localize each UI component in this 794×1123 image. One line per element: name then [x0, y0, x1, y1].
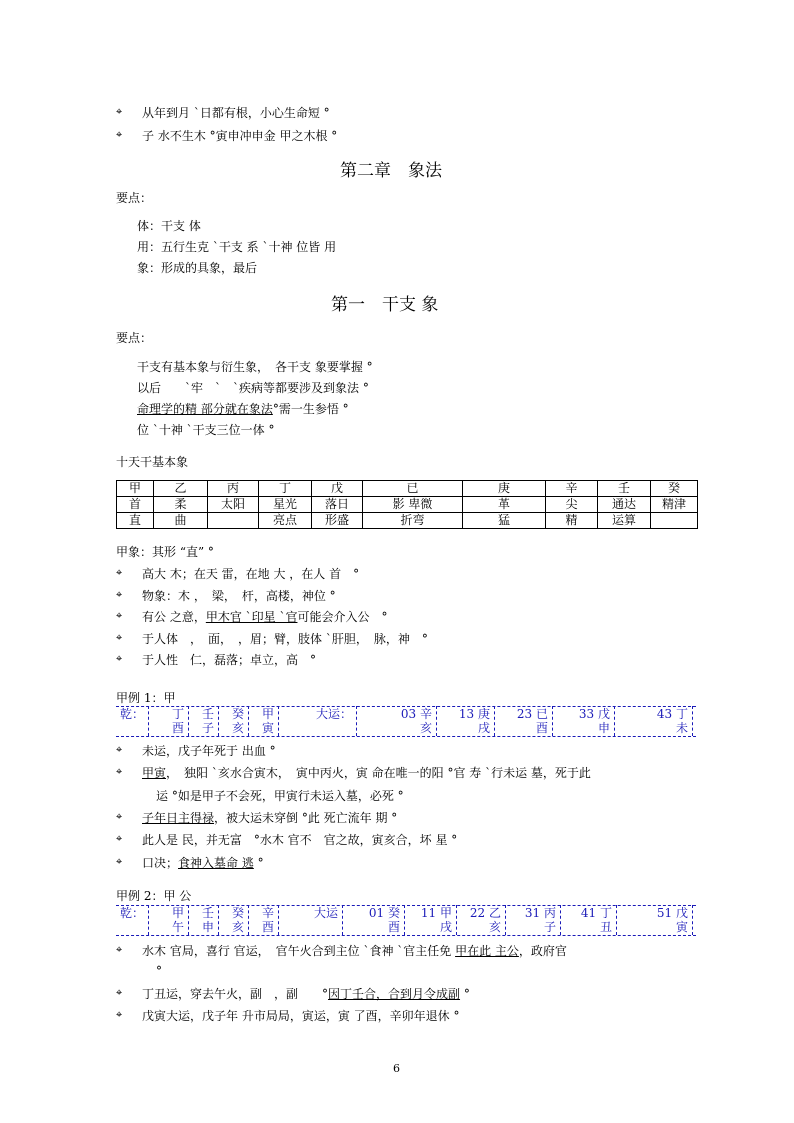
example2-chart	[116, 905, 696, 934]
chart-cell: 甲	[261, 707, 274, 721]
bullet-text	[142, 942, 567, 959]
underlined-text: 因丁壬合，合到月令成副	[328, 987, 461, 1001]
table-cell: 精	[546, 513, 598, 529]
table-header-cell: 甲	[117, 481, 154, 497]
chart-separator	[188, 706, 189, 736]
bullet-text	[142, 565, 359, 582]
chart-cell: 43 丁	[656, 707, 688, 721]
text: 未运，戊子年死于 出血 °	[142, 744, 276, 758]
table-cell: 首	[117, 497, 154, 513]
chart-cell: 寅	[675, 920, 688, 934]
chart-cell: 亥	[488, 920, 501, 934]
bullet-icon: ⌖	[116, 765, 123, 779]
chart-cell: 甲	[171, 906, 184, 920]
chart-separator	[552, 706, 553, 736]
bullet-text	[156, 964, 162, 978]
bullet-icon: ⌖	[116, 986, 123, 999]
keypoints-label: 要点：	[116, 331, 153, 345]
chapter-title: 第二章 象法	[340, 161, 442, 181]
chart-cell: 丁	[171, 707, 184, 721]
bullet-text	[142, 809, 397, 826]
example1-label: 甲例 1：甲	[116, 691, 176, 705]
chart-row	[116, 721, 696, 737]
underlined-text: 甲木官 `印星 `官	[205, 610, 298, 624]
chart-cell: 酉	[387, 920, 400, 934]
bullet-text	[142, 587, 336, 604]
table-header-cell: 壬	[598, 481, 651, 497]
text: 于人性 仁，磊落；卓立，高 °	[142, 653, 317, 667]
text: 于人体 ， 面， ，眉；臂，肢体 `肝胆， 脉，神 °	[142, 631, 428, 646]
table-cell: 亮点	[259, 513, 312, 529]
page-number: 6	[393, 1062, 400, 1075]
text: 水木 官局，喜行 官运， 官午火合到主位 `食神 `官主任免	[142, 944, 456, 958]
chart-separator	[436, 706, 437, 736]
chart-separator	[356, 706, 357, 736]
bullet-text	[142, 985, 470, 1002]
chart-cell: 31 丙	[524, 906, 556, 920]
text: 戊寅大运，戊子年 升市局局，寅运，寅 了酉，辛卯年退休 °	[142, 1008, 460, 1023]
table-cell: 直	[117, 513, 154, 529]
chart-separator	[692, 905, 693, 935]
underlined-text: 食神入墓命 逃	[178, 855, 254, 870]
chart-cell: 丑	[599, 920, 612, 934]
example2-label: 甲例 2：甲 公	[116, 889, 192, 903]
chart-separator	[248, 905, 249, 935]
chart-separator	[692, 706, 693, 736]
chart-separator	[560, 905, 561, 935]
table-cell: 革	[463, 497, 546, 513]
chart-cell: 乾：	[119, 707, 144, 721]
table-header-cell: 丁	[259, 481, 312, 497]
bullet-icon: ⌖	[116, 128, 123, 141]
bullet-icon: ⌖	[116, 566, 123, 579]
table-cell	[651, 513, 698, 529]
table-cell: 曲	[154, 513, 208, 529]
keypoint-line: 体：干支 体	[137, 219, 201, 233]
table-cell: 落日	[312, 497, 363, 513]
text: 此人是 民，并无富 °水木 官不 官之故，寅亥合，坏 星 °	[142, 833, 458, 848]
chart-cell: 41 丁	[580, 906, 612, 920]
chart-separator	[404, 905, 405, 935]
bullet-text	[142, 831, 457, 848]
chart-row	[116, 706, 696, 722]
chart-cell: 亥	[419, 721, 432, 735]
bullet-icon: ⌖	[116, 609, 123, 622]
text: 丁丑运，穿去午火，副 ，副 °	[142, 987, 329, 1001]
example1-chart	[116, 706, 696, 735]
table-header-cell: 乙	[154, 481, 208, 497]
table-header-cell: 辛	[546, 481, 598, 497]
chart-cell: 酉	[261, 920, 274, 934]
chart-cell: 子	[201, 721, 214, 735]
bullet-icon: ⌖	[116, 943, 123, 956]
table-cell: 通达	[598, 497, 651, 513]
chart-separator	[614, 706, 615, 736]
chart-separator	[342, 905, 343, 935]
text: 口决；	[142, 855, 179, 870]
chart-cell: 22 乙	[469, 906, 501, 920]
text: °	[253, 855, 264, 870]
bullet-text	[142, 742, 276, 759]
table-cell: 折弯	[363, 513, 463, 529]
keypoint-line: 位 `十神 `干支三位一体 °	[137, 423, 275, 437]
section-title: 第一 干支 象	[331, 295, 439, 315]
table-caption: 十天干基本象	[116, 455, 189, 469]
chart-cell: 51 戊	[656, 906, 688, 920]
bullet-icon: ⌖	[116, 743, 123, 756]
text: 可能会介入公 °	[297, 610, 388, 624]
chart-separator	[218, 905, 219, 935]
table-cell: 猛	[463, 513, 546, 529]
chart-cell: 01 癸	[368, 906, 400, 920]
text: 运 °如是甲子不会死，甲寅行未运入墓，必死 °	[156, 788, 404, 803]
chart-separator	[248, 706, 249, 736]
bullet-text	[142, 764, 591, 781]
chart-row	[116, 905, 696, 921]
chart-separator	[494, 706, 495, 736]
chart-cell: 大运	[313, 906, 338, 920]
keypoint-text: °需一生参悟 °	[272, 402, 349, 416]
table-cell: 精津	[651, 497, 698, 513]
underlined-text: 甲在此 主公	[455, 944, 519, 958]
chart-separator	[616, 905, 617, 935]
keypoint-line: 以后 `牢 ` `疾病等都要涉及到象法 °	[137, 381, 369, 395]
table-header-cell: 癸	[651, 481, 698, 497]
chart-separator	[218, 706, 219, 736]
chart-row	[116, 920, 696, 936]
chart-separator	[278, 706, 279, 736]
bullet-text	[142, 854, 264, 871]
chart-cell: 大运：	[315, 707, 352, 721]
table-cell: 运算	[598, 513, 651, 529]
text: 有公 之意，	[142, 610, 206, 624]
chart-separator	[148, 706, 149, 736]
bullet-icon: ⌖	[116, 1007, 123, 1021]
keypoint-line	[137, 400, 349, 417]
text: °	[156, 963, 162, 978]
chart-cell: 申	[201, 920, 214, 934]
text: 物象：木 ， 梁， 杆，高楼，神位 °	[142, 588, 336, 603]
bullet-icon: ⌖	[116, 832, 123, 846]
bullet-text	[142, 1007, 459, 1024]
text: ， 独阳 `亥水合寅木， 寅中丙火，寅 命在唯一的阳 °官 寿 `行未运 墓，死于此	[166, 766, 591, 781]
table-cell: 形盛	[312, 513, 363, 529]
chart-cell: 戌	[439, 920, 452, 934]
chart-cell: 壬	[201, 707, 214, 721]
top-bullet-1: 从年到月 `日都有根，小心生命短 °	[142, 106, 330, 120]
chart-cell: 辛	[261, 906, 274, 920]
chart-separator	[505, 905, 506, 935]
bullet-text	[142, 630, 428, 647]
chart-cell: 酉	[171, 721, 184, 735]
jia-xiang-label: 甲象：其形 “直” °	[116, 545, 214, 559]
chart-cell: 33 戊	[578, 707, 610, 721]
table-header-cell: 戊	[312, 481, 363, 497]
table-cell: 柔	[154, 497, 208, 513]
bullet-icon: ⌖	[116, 809, 123, 823]
bullet-icon: ⌖	[116, 630, 123, 644]
text: ，被大运未穿倒 °此 死亡流年 期 °	[214, 810, 398, 825]
chart-cell: 酉	[535, 721, 548, 735]
chart-cell: 子	[543, 920, 556, 934]
keypoint-line: 象：形成的具象，最后	[137, 261, 258, 275]
table-cell: 影 卑微	[363, 497, 463, 513]
bullet-text	[142, 608, 387, 625]
underlined-text: 子年日主得禄	[142, 810, 215, 825]
chart-cell: 亥	[231, 721, 244, 735]
underlined-text: 命理学的精 部分就在象法	[137, 402, 273, 416]
bullet-icon: ⌖	[116, 652, 123, 665]
stems-table	[116, 480, 698, 529]
chart-cell: 03 辛	[400, 707, 432, 721]
chart-separator	[188, 905, 189, 935]
chart-separator	[148, 905, 149, 935]
chart-separator	[456, 905, 457, 935]
keypoint-line: 干支有基本象与衍生象， 各干支 象要掌握 °	[137, 360, 373, 374]
chart-cell: 11 甲	[420, 906, 452, 920]
bullet-icon: ⌖	[116, 587, 123, 601]
table-header-cell: 已	[363, 481, 463, 497]
table-header-cell: 丙	[208, 481, 259, 497]
table-cell: 太阳	[208, 497, 259, 513]
text: °	[460, 987, 470, 1001]
chart-cell: 13 庚	[458, 707, 490, 721]
table-cell: 星光	[259, 497, 312, 513]
bullet-icon: ⌖	[116, 105, 123, 118]
text: 高大 木；在天 雷，在地 大 ，在人 首 °	[142, 567, 360, 581]
chart-cell: 亥	[231, 920, 244, 934]
keypoints-label: 要点：	[116, 191, 153, 205]
chart-cell: 乾：	[119, 906, 144, 920]
chart-separator	[278, 905, 279, 935]
text: ，政府官	[518, 944, 567, 958]
table-header-cell: 庚	[463, 481, 546, 497]
keypoint-line: 用：五行生克 `干支 系 `十神 位皆 用	[137, 240, 337, 254]
underlined-text: 甲寅	[142, 766, 167, 781]
top-bullet-2: 子 水不生木 °寅申冲申金 甲之木根 °	[142, 129, 338, 143]
chart-cell: 午	[171, 920, 184, 934]
bullet-text	[156, 787, 404, 804]
chart-cell: 申	[597, 721, 610, 735]
chart-cell: 未	[675, 721, 688, 735]
bullet-text	[142, 651, 316, 668]
table-cell: 尖	[546, 497, 598, 513]
bullet-icon: ⌖	[116, 854, 123, 868]
chart-cell: 壬	[201, 906, 214, 920]
table-cell	[208, 513, 259, 529]
chart-cell: 寅	[261, 721, 274, 735]
chart-cell: 癸	[231, 707, 244, 721]
chart-cell: 戌	[477, 721, 490, 735]
chart-cell: 23 已	[516, 707, 548, 721]
chart-cell: 癸	[231, 906, 244, 920]
